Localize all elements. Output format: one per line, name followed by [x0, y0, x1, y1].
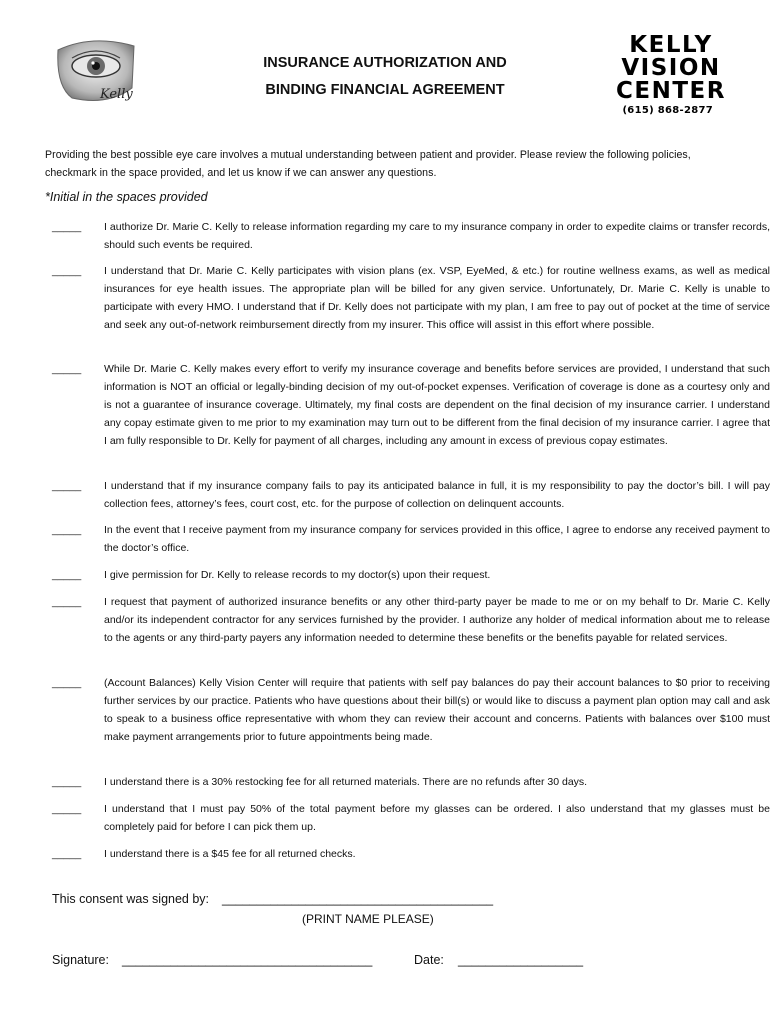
policy-text: I give permission for Dr. Kelly to release records to my doctor(s) upon their request. — [104, 569, 491, 581]
policy-text: I authorize Dr. Marie C. Kelly to release information regarding my care to my insurance company in order to expedite claims or transfer records, should such events be required. — [104, 221, 770, 252]
policy-text: I understand that Dr. Marie C. Kelly participates with vision plans (ex. VSP, EyeMed, & etc.) for routine wellness exams, as well as medical insurances for eye health issues. The appropriate plan will be billed for any given service. Unfortunately, Dr. Marie C. Kelly is unable to participate with every HMO. I understand that if Dr. Kelly does not participate with my plan, I am free to pay out of pocket at the time of service and seek any out-of-network reimbursement directly from my insurer. This office will assist in this effort where possible. — [104, 265, 770, 332]
print-name-note: (PRINT NAME PLEASE) — [302, 912, 434, 926]
consent-label: This consent was signed by: — [52, 892, 210, 906]
initial-blank[interactable]: _____ — [52, 524, 82, 536]
policy-text: While Dr. Marie C. Kelly makes every effort to verify my insurance coverage and benefits before services are provided, I understand that such information is NOT an official or legally-binding decision of my out-of-pocket expenses. Verification of coverage is done as a courtesy only and is not a guarantee of insurance coverage. Ultimately, my final costs are dependent on the final decision of my insurance carrier. I understand any copay estimate given to me prior to my examination may turn out to be different from the final decision of my insurance carrier. I agree that I am fully responsible to Dr. Kelly for payment of all charges, including any amount in excess of previous copay estimates. — [104, 363, 770, 448]
initial-note: *Initial in the spaces provided — [45, 190, 208, 204]
date-field[interactable]: __________________ — [458, 953, 584, 967]
policy-text: I understand that I must pay 50% of the total payment before my glasses can be ordered. I also understand that my glasses must be completely paid for before I can pick them up. — [104, 803, 770, 834]
date-label: Date: — [414, 953, 444, 967]
policy-text: In the event that I receive payment from my insurance company for services provided in this office, I agree to endorse any received payment to the doctor’s office. — [104, 524, 770, 555]
policy-text: I request that payment of authorized insurance benefits or any other third-party payer be made to me or on my behalf to Dr. Marie C. Kelly and/or its independent contractor for any services furnished by the provider. I authorize any holder of medical information about me to release to the agents or any third-party payers any information needed to determine these benefits or the benefits payable for related services. — [104, 596, 770, 645]
brand-phone: (615) 868-2877 — [622, 105, 713, 116]
policy-text: I understand that if my insurance company fails to pay its anticipated balance in full, it is my responsibility to pay the doctor’s bill. I will pay collection fees, attorney’s fees, court cost, etc. for the purpose of collection on delinquent accounts. — [104, 480, 770, 511]
brand-line-1: KELLY — [629, 32, 713, 58]
initial-blank[interactable]: _____ — [52, 803, 82, 815]
consent-name-field[interactable]: _______________________________________ — [222, 892, 494, 906]
policy-text: I understand there is a 30% restocking fee for all returned materials. There are no refunds after 30 days. — [104, 776, 588, 788]
initial-blank[interactable]: _____ — [52, 221, 82, 233]
initial-blank[interactable]: _____ — [52, 265, 82, 277]
brand-logo — [615, 34, 727, 117]
initial-blank[interactable]: _____ — [52, 677, 82, 689]
policy-text: (Account Balances) Kelly Vision Center will require that patients with self pay balances do pay their account balances to $0 prior to receiving further services by our practice. Patients who have questions about their bill(s) or would like to discuss a payment plan option may call and ask to speak to a business office representative with whom they can review their account and concerns. Patients with balances over $100 must make payment arrangements prior to future appointments being made. — [104, 677, 770, 744]
policy-text: I understand there is a $45 fee for all returned checks. — [104, 848, 356, 860]
initial-blank[interactable]: _____ — [52, 569, 82, 581]
title-line-2: BINDING FINANCIAL AGREEMENT — [265, 82, 505, 98]
initial-blank[interactable]: _____ — [52, 596, 82, 608]
signature-field[interactable]: ____________________________________ — [122, 953, 373, 967]
eye-logo — [52, 36, 138, 106]
title-line-1: INSURANCE AUTHORIZATION AND — [263, 55, 507, 71]
brand-line-3: CENTER — [616, 78, 726, 104]
intro-paragraph: Providing the best possible eye care involves a mutual understanding between patient and provider. Please review the following policies, checkmark in the space provided, and let us know if we can answer any questions. — [45, 149, 691, 179]
signature-label: Signature: — [52, 953, 109, 967]
logo-script-text: Kelly — [100, 87, 133, 102]
initial-blank[interactable]: _____ — [52, 480, 82, 492]
initial-blank[interactable]: _____ — [52, 776, 82, 788]
initial-blank[interactable]: _____ — [52, 848, 82, 860]
brand-line-2: VISION — [621, 55, 721, 81]
document-title — [200, 50, 570, 104]
initial-blank[interactable]: _____ — [52, 363, 82, 375]
